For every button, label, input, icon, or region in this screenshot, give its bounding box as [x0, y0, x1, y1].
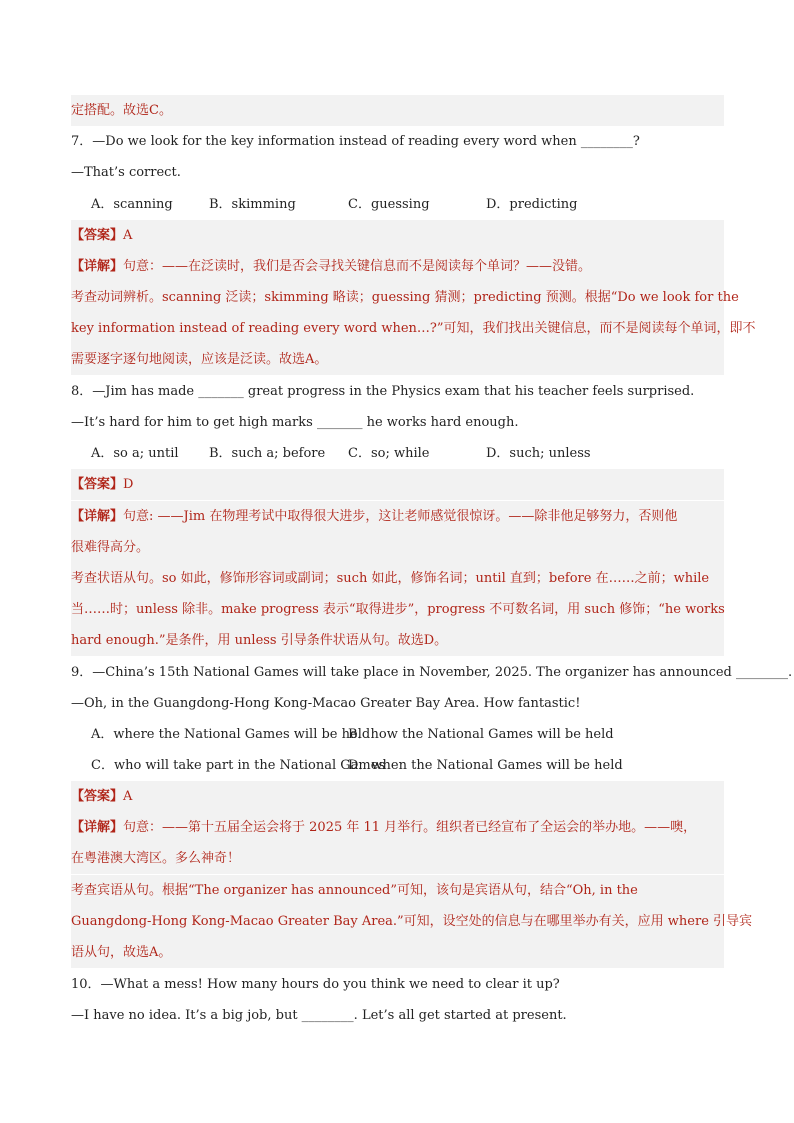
- question-10-reply: —I have no idea. It’s a big job, but ________. Let’s all get started at present.: [71, 1008, 567, 1023]
- explanation-8-4: 当……时；unless 除非。make progress 表示“取得进步”，progress 不可数名词，用 such 修饰；“he works: [71, 594, 724, 625]
- question-9-options-row2: [71, 750, 724, 781]
- answer-8: [71, 469, 724, 500]
- option-b: B．how the National Games will be held: [348, 727, 614, 742]
- option-c: C．who will take part in the National Games: [91, 758, 386, 773]
- explanation-9-3: 考查宾语从句。根据“The organizer has announced”可知，该句是宾语从句，结合“Oh, in the: [71, 875, 724, 906]
- question-8-reply: —It’s hard for him to get high marks _______ he works hard enough.: [71, 415, 519, 430]
- answer-9: [71, 781, 724, 812]
- explanation-9-1: [71, 812, 724, 843]
- question-9-reply: —Oh, in the Guangdong-Hong Kong-Macao Greater Bay Area. How fantastic!: [71, 696, 581, 711]
- answer-value: A: [123, 228, 133, 243]
- explanation-label: 【详解】: [71, 509, 124, 524]
- explanation-label: 【详解】: [71, 820, 124, 835]
- answer-value: D: [123, 477, 134, 492]
- question-7-reply: —That’s correct.: [71, 165, 181, 180]
- option-a: A．so a; until: [91, 446, 179, 461]
- question-7-stem: 7．—Do we look for the key information instead of reading every word when ________?: [71, 134, 640, 149]
- explanation-9-4: Guangdong-Hong Kong-Macao Greater Bay Area.”可知，设空处的信息与在哪里举办有关，应用 where 引导宾: [71, 906, 724, 937]
- explanation-9-5: 语从句，故选A。: [71, 937, 724, 968]
- option-a: A．scanning: [91, 197, 173, 212]
- question-10-stem: 10．—What a mess! How many hours do you think we need to clear it up?: [71, 977, 560, 992]
- answer-label: 【答案】: [71, 228, 124, 243]
- explanation-text: 句意: ——Jim 在物理考试中取得很大进步，这让老师感觉很惊讶。——除非他足够努力，否则他: [123, 509, 678, 524]
- option-b: B．such a; before: [209, 446, 326, 461]
- explanation-text: 句意：——第十五届全运会将于 2025 年 11 月举行。组织者已经宣布了全运会的举办地。——噢，: [123, 820, 697, 835]
- option-c: C．so; while: [348, 446, 430, 461]
- explanation-7-2: 考查动词辨析。scanning 泛读；skimming 略读；guessing 猜测；predicting 预测。根据“Do we look for the: [71, 282, 724, 313]
- question-7-options: [71, 189, 724, 220]
- answer-7: [71, 220, 724, 251]
- option-d: D．when the National Games will be held: [348, 758, 623, 773]
- option-d: D．such; unless: [486, 446, 591, 461]
- explanation-8-2: 很难得高分。: [71, 532, 724, 563]
- question-9-stem: 9．—China’s 15th National Games will take place in November, 2025. The organizer has announced ________.: [71, 665, 793, 680]
- question-9-options-row1: [71, 719, 724, 750]
- explanation-8-1: [71, 501, 724, 532]
- answer-value: A: [123, 789, 133, 804]
- option-a: A．where the National Games will be held: [91, 727, 371, 742]
- explanation-label: 【详解】: [71, 259, 124, 274]
- answer-label: 【答案】: [71, 477, 124, 492]
- option-d: D．predicting: [486, 197, 578, 212]
- explanation-7-3: key information instead of reading every word when…?”可知，我们找出关键信息，而不是阅读每个单词，即不: [71, 313, 724, 344]
- explanation-7-1: [71, 251, 724, 282]
- question-8-options: [71, 438, 724, 469]
- explanation-9-2: 在粤港澳大湾区。多么神奇！: [71, 843, 724, 874]
- explanation-8-3: 考查状语从句。so 如此，修饰形容词或副词；such 如此，修饰名词；until 直到；before 在……之前；while: [71, 563, 724, 594]
- explanation-text: 句意：——在泛读时，我们是否会寻找关键信息而不是阅读每个单词？——没错。: [123, 259, 592, 274]
- question-8-stem: 8．—Jim has made _______ great progress in the Physics exam that his teacher feels surprised.: [71, 384, 695, 399]
- explanation-7-4: 需要逐字逐句地阅读，应该是泛读。故选A。: [71, 344, 724, 375]
- option-b: B．skimming: [209, 197, 296, 212]
- explanation-tail: 定搭配。故选C。: [71, 95, 724, 126]
- answer-label: 【答案】: [71, 789, 124, 804]
- option-c: C．guessing: [348, 197, 430, 212]
- explanation-8-5: hard enough.”是条件，用 unless 引导条件状语从句。故选D。: [71, 625, 724, 656]
